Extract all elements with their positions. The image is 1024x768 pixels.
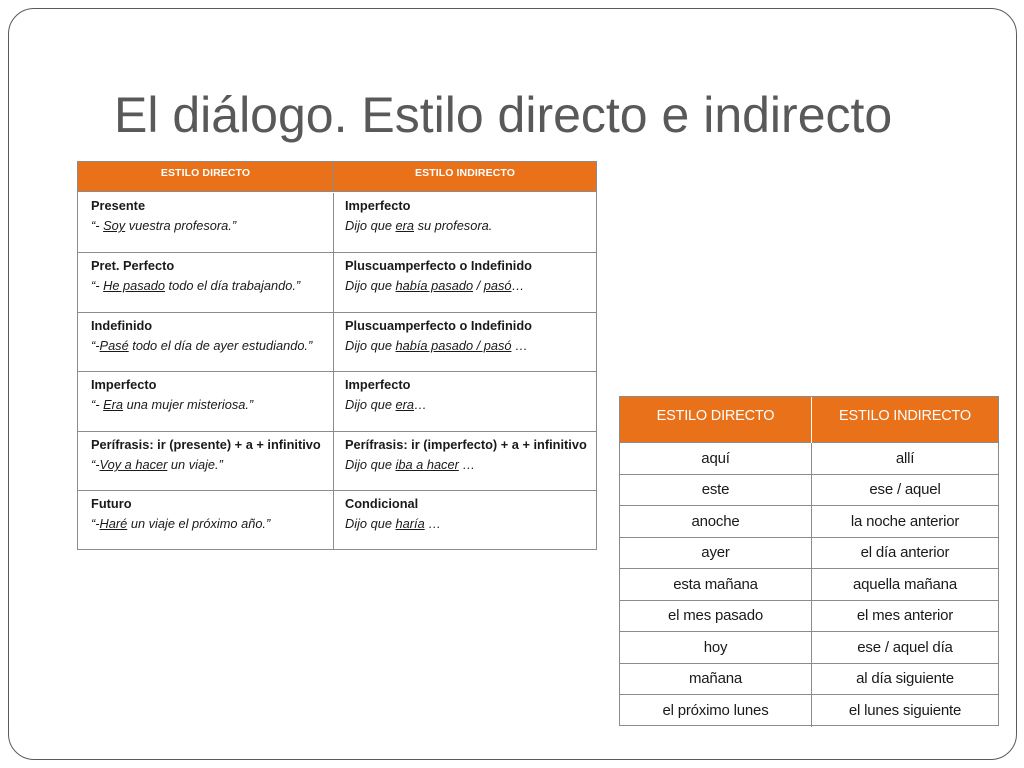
direct-expression: mañana xyxy=(620,664,812,695)
verb-highlight: era xyxy=(395,397,415,412)
verb-highlight: Voy a hacer xyxy=(99,457,168,472)
verb-highlight: Haré xyxy=(99,516,128,531)
example-text: Dijo que xyxy=(345,457,396,472)
table-row xyxy=(620,601,998,633)
example-text: Dijo que xyxy=(345,338,396,353)
example-text: … xyxy=(458,457,476,472)
indirect-style-cell xyxy=(334,253,596,312)
example-text: … xyxy=(414,397,427,412)
header-estilo-indirecto: ESTILO INDIRECTO xyxy=(415,167,515,179)
direct-example xyxy=(91,455,333,475)
indirect-example xyxy=(345,336,596,356)
verb-highlight: pasó xyxy=(483,278,512,293)
example-text: “- xyxy=(91,218,104,233)
verb-highlight: iba a hacer xyxy=(395,457,459,472)
direct-tense-label: Presente xyxy=(91,198,146,213)
indirect-tense-label: Pluscuamperfecto o Indefinido xyxy=(345,318,532,333)
table-row xyxy=(620,506,998,538)
direct-example xyxy=(91,395,333,415)
verb-highlight: Pasé xyxy=(99,338,129,353)
indirect-expression: ese / aquel xyxy=(869,481,941,499)
indirect-style-cell xyxy=(334,313,596,371)
verb-highlight: haría xyxy=(395,516,425,531)
indirect-example xyxy=(345,395,596,415)
direct-style-cell xyxy=(78,193,334,252)
slide-title: El diálogo. Estilo directo e indirecto xyxy=(114,87,893,143)
example-text: “- xyxy=(91,338,100,353)
indirect-expression: aquella mañana xyxy=(853,575,957,593)
indirect-expression: al día siguiente xyxy=(856,670,954,688)
indirect-tense-label: Imperfecto xyxy=(345,198,411,213)
indirect-tense-label: Imperfecto xyxy=(345,377,411,392)
example-text: “- xyxy=(91,516,100,531)
direct-tense-label: Perífrasis: ir (presente) + a + infinitivo xyxy=(91,437,321,452)
table-row xyxy=(78,491,596,550)
example-text: vuestra profesora.” xyxy=(125,218,237,233)
indirect-style-cell xyxy=(334,491,596,550)
indirect-example xyxy=(345,455,596,475)
indirect-expression: la noche anterior xyxy=(850,512,960,530)
indirect-expression: allí xyxy=(895,449,915,467)
example-text: Dijo que xyxy=(345,218,396,233)
example-text: Dijo que xyxy=(345,278,396,293)
indirect-expression: el día anterior xyxy=(860,544,950,562)
direct-tense-label: Indefinido xyxy=(91,318,153,333)
direct-expression: ayer xyxy=(620,538,812,569)
table-row xyxy=(78,372,596,432)
verb-highlight: había pasado xyxy=(395,278,474,293)
deictic-table-header xyxy=(620,397,998,443)
indirect-tense-label: Condicional xyxy=(345,496,419,511)
table-row xyxy=(78,313,596,372)
direct-style-cell xyxy=(78,491,334,550)
direct-style-cell xyxy=(78,432,334,490)
verb-highlight: era xyxy=(395,218,415,233)
indirect-expression: ese / aquel día xyxy=(857,638,953,656)
example-text: Dijo que xyxy=(345,397,396,412)
table-row xyxy=(620,664,998,696)
verb-highlight: Soy xyxy=(103,218,126,233)
example-text: … xyxy=(511,338,528,353)
example-text: una mujer misteriosa.” xyxy=(123,397,254,412)
direct-expression: el próximo lunes xyxy=(620,695,812,727)
table-row xyxy=(620,695,998,727)
direct-expression: este xyxy=(620,475,812,506)
header-estilo-indirecto: ESTILO INDIRECTO xyxy=(839,408,971,424)
direct-expression: aquí xyxy=(620,443,812,474)
direct-expression: esta mañana xyxy=(620,569,812,600)
indirect-style-cell xyxy=(334,193,596,252)
table-row xyxy=(620,538,998,570)
verb-highlight: había pasado / pasó xyxy=(395,338,512,353)
direct-expression: el mes pasado xyxy=(620,601,812,632)
indirect-tense-label: Pluscuamperfecto o Indefinido xyxy=(345,258,532,273)
indirect-example xyxy=(345,276,596,296)
header-estilo-directo: ESTILO DIRECTO xyxy=(78,162,334,192)
table-row xyxy=(620,632,998,664)
verb-highlight: Era xyxy=(103,397,124,412)
example-text: / xyxy=(473,278,484,293)
table-row xyxy=(78,193,596,253)
table-row xyxy=(620,443,998,475)
direct-style-cell xyxy=(78,372,334,431)
table-row xyxy=(620,569,998,601)
direct-example xyxy=(91,336,333,356)
header-estilo-directo: ESTILO DIRECTO xyxy=(620,397,812,443)
tense-table xyxy=(77,161,597,550)
direct-example xyxy=(91,216,333,236)
tense-table-header xyxy=(78,162,596,192)
example-text: “- xyxy=(91,457,100,472)
example-text: un viaje el próximo año.” xyxy=(127,516,271,531)
table-row xyxy=(78,432,596,491)
verb-highlight: He pasado xyxy=(103,278,165,293)
example-text: “- xyxy=(91,278,104,293)
example-text: todo el día trabajando.” xyxy=(165,278,301,293)
example-text: todo el día de ayer estudiando.” xyxy=(128,338,313,353)
example-text: un viaje.” xyxy=(167,457,223,472)
deictic-table xyxy=(619,396,999,726)
direct-expression: hoy xyxy=(620,632,812,663)
direct-tense-label: Pret. Perfecto xyxy=(91,258,175,273)
indirect-expression: el mes anterior xyxy=(856,607,954,625)
direct-style-cell xyxy=(78,253,334,312)
indirect-style-cell xyxy=(334,432,596,490)
indirect-tense-label: Perífrasis: ir (imperfecto) + a + infinitivo xyxy=(345,437,587,452)
example-text: Dijo que xyxy=(345,516,396,531)
example-text: … xyxy=(511,278,525,293)
indirect-expression: el lunes siguiente xyxy=(848,702,962,720)
example-text: … xyxy=(424,516,442,531)
example-text: su profesora. xyxy=(414,218,493,233)
indirect-example xyxy=(345,216,596,236)
table-row xyxy=(78,253,596,313)
deictic-table-body xyxy=(620,443,998,727)
indirect-example xyxy=(345,514,596,534)
direct-example xyxy=(91,276,333,296)
table-row xyxy=(620,475,998,507)
direct-example xyxy=(91,514,333,534)
example-text: “- xyxy=(91,397,104,412)
direct-tense-label: Futuro xyxy=(91,496,132,511)
direct-tense-label: Imperfecto xyxy=(91,377,157,392)
direct-style-cell xyxy=(78,313,334,371)
direct-expression: anoche xyxy=(620,506,812,537)
indirect-style-cell xyxy=(334,372,596,431)
